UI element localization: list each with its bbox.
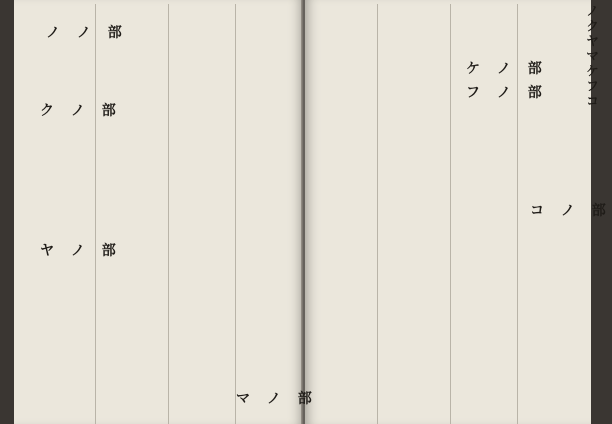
section-heading-fu: フ ノ 部 [466, 85, 548, 101]
section-heading-ku: ク ノ 部 [40, 103, 122, 119]
section-heading-ko: コ ノ 部 [530, 203, 612, 219]
listing-column-5 [310, 4, 378, 424]
section-heading-no: ノ ノ 部 [46, 25, 128, 41]
listing-column-4 [237, 4, 301, 424]
listing-column-3 [170, 4, 236, 424]
listing-column-1 [26, 4, 96, 424]
section-heading-ya: ヤ ノ 部 [40, 243, 122, 259]
side-index-tab: ノクヤマケフコ [583, 4, 598, 109]
listing-column-6 [379, 4, 451, 424]
section-heading-ma: マ ノ 部 [236, 391, 318, 407]
section-heading-ke: ケ ノ 部 [466, 61, 548, 77]
listing-column-2 [97, 4, 169, 424]
